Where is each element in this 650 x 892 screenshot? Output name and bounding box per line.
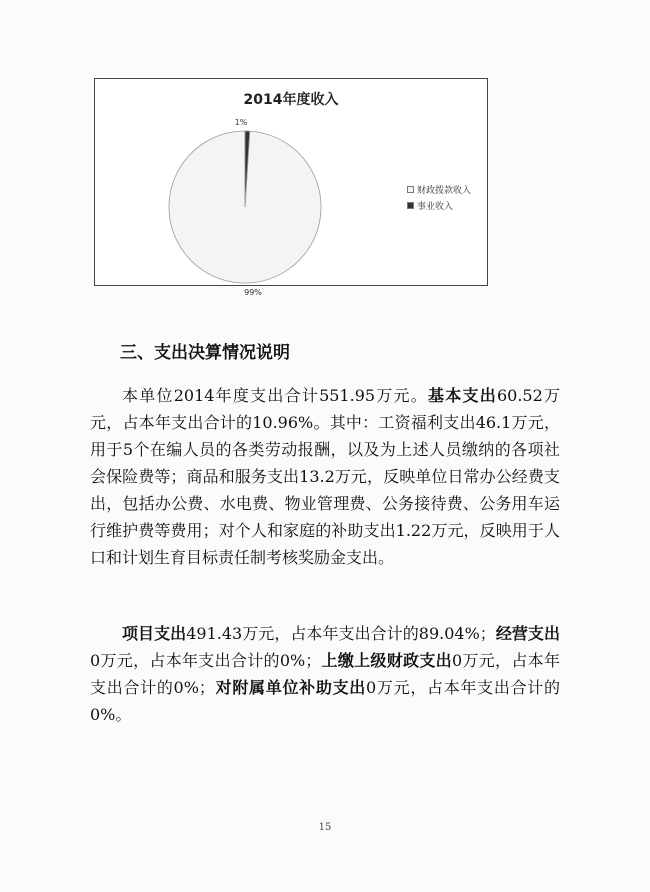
chart-title: 2014年度收入 <box>243 92 339 108</box>
legend-item-fiscal <box>407 181 471 197</box>
page-number: 15 <box>318 822 332 833</box>
pie-label-fiscal: 99% <box>244 288 262 297</box>
para1-bold-basic-expenditure: 基本支出 <box>428 386 497 405</box>
paragraph-basic-expenditure <box>90 382 560 571</box>
legend-swatch-business <box>407 202 414 209</box>
para2-bold-project: 项目支出 <box>122 624 187 643</box>
para1-text-1: 本单位2014年度支出合计551.95万元。 <box>122 386 428 405</box>
para2-bold-operating: 经营支出 <box>495 624 560 643</box>
legend-swatch-fiscal <box>407 186 414 193</box>
section-heading: 三、支出决算情况说明 <box>120 343 290 363</box>
legend-label-business: 事业收入 <box>417 201 454 212</box>
chart-legend <box>407 181 471 213</box>
para2-text-3: 0万元，占本年支出合计的0%； <box>90 651 560 697</box>
para2-bold-remit: 上缴上级财政支出 <box>321 651 452 670</box>
legend-label-fiscal: 财政拨款收入 <box>417 185 472 196</box>
legend-item-business <box>407 197 471 213</box>
para2-text-2: 0万元，占本年支出合计的0%； <box>90 651 322 670</box>
para2-text-4: 0万元，占本年支出合计的0%。 <box>90 678 560 724</box>
paragraph-project-expenditure <box>90 620 560 728</box>
para1-text-2: 60.52万元，占本年支出合计的10.96%。其中：工资福利支出46.1万元，用于5个在编人员的各类劳动报酬，以及为上述人员缴纳的各项社会保险费等；商品和服务支出13.2万元，反映单位日常办公经费支出，包括办公费、水电费、物业管理费、公务接待费、公务用车运行维护费等费用；对个人和家庭的补助支出1.22万元，反映用于人口和计划生育目标责任制考核奖励金支出。 <box>90 386 560 567</box>
para2-text-1: 491.43万元，占本年支出合计的89.04%； <box>186 624 496 643</box>
para2-bold-subsidy: 对附属单位补助支出 <box>214 678 367 697</box>
income-pie-chart <box>94 78 488 297</box>
pie-label-business: 1% <box>234 118 248 127</box>
